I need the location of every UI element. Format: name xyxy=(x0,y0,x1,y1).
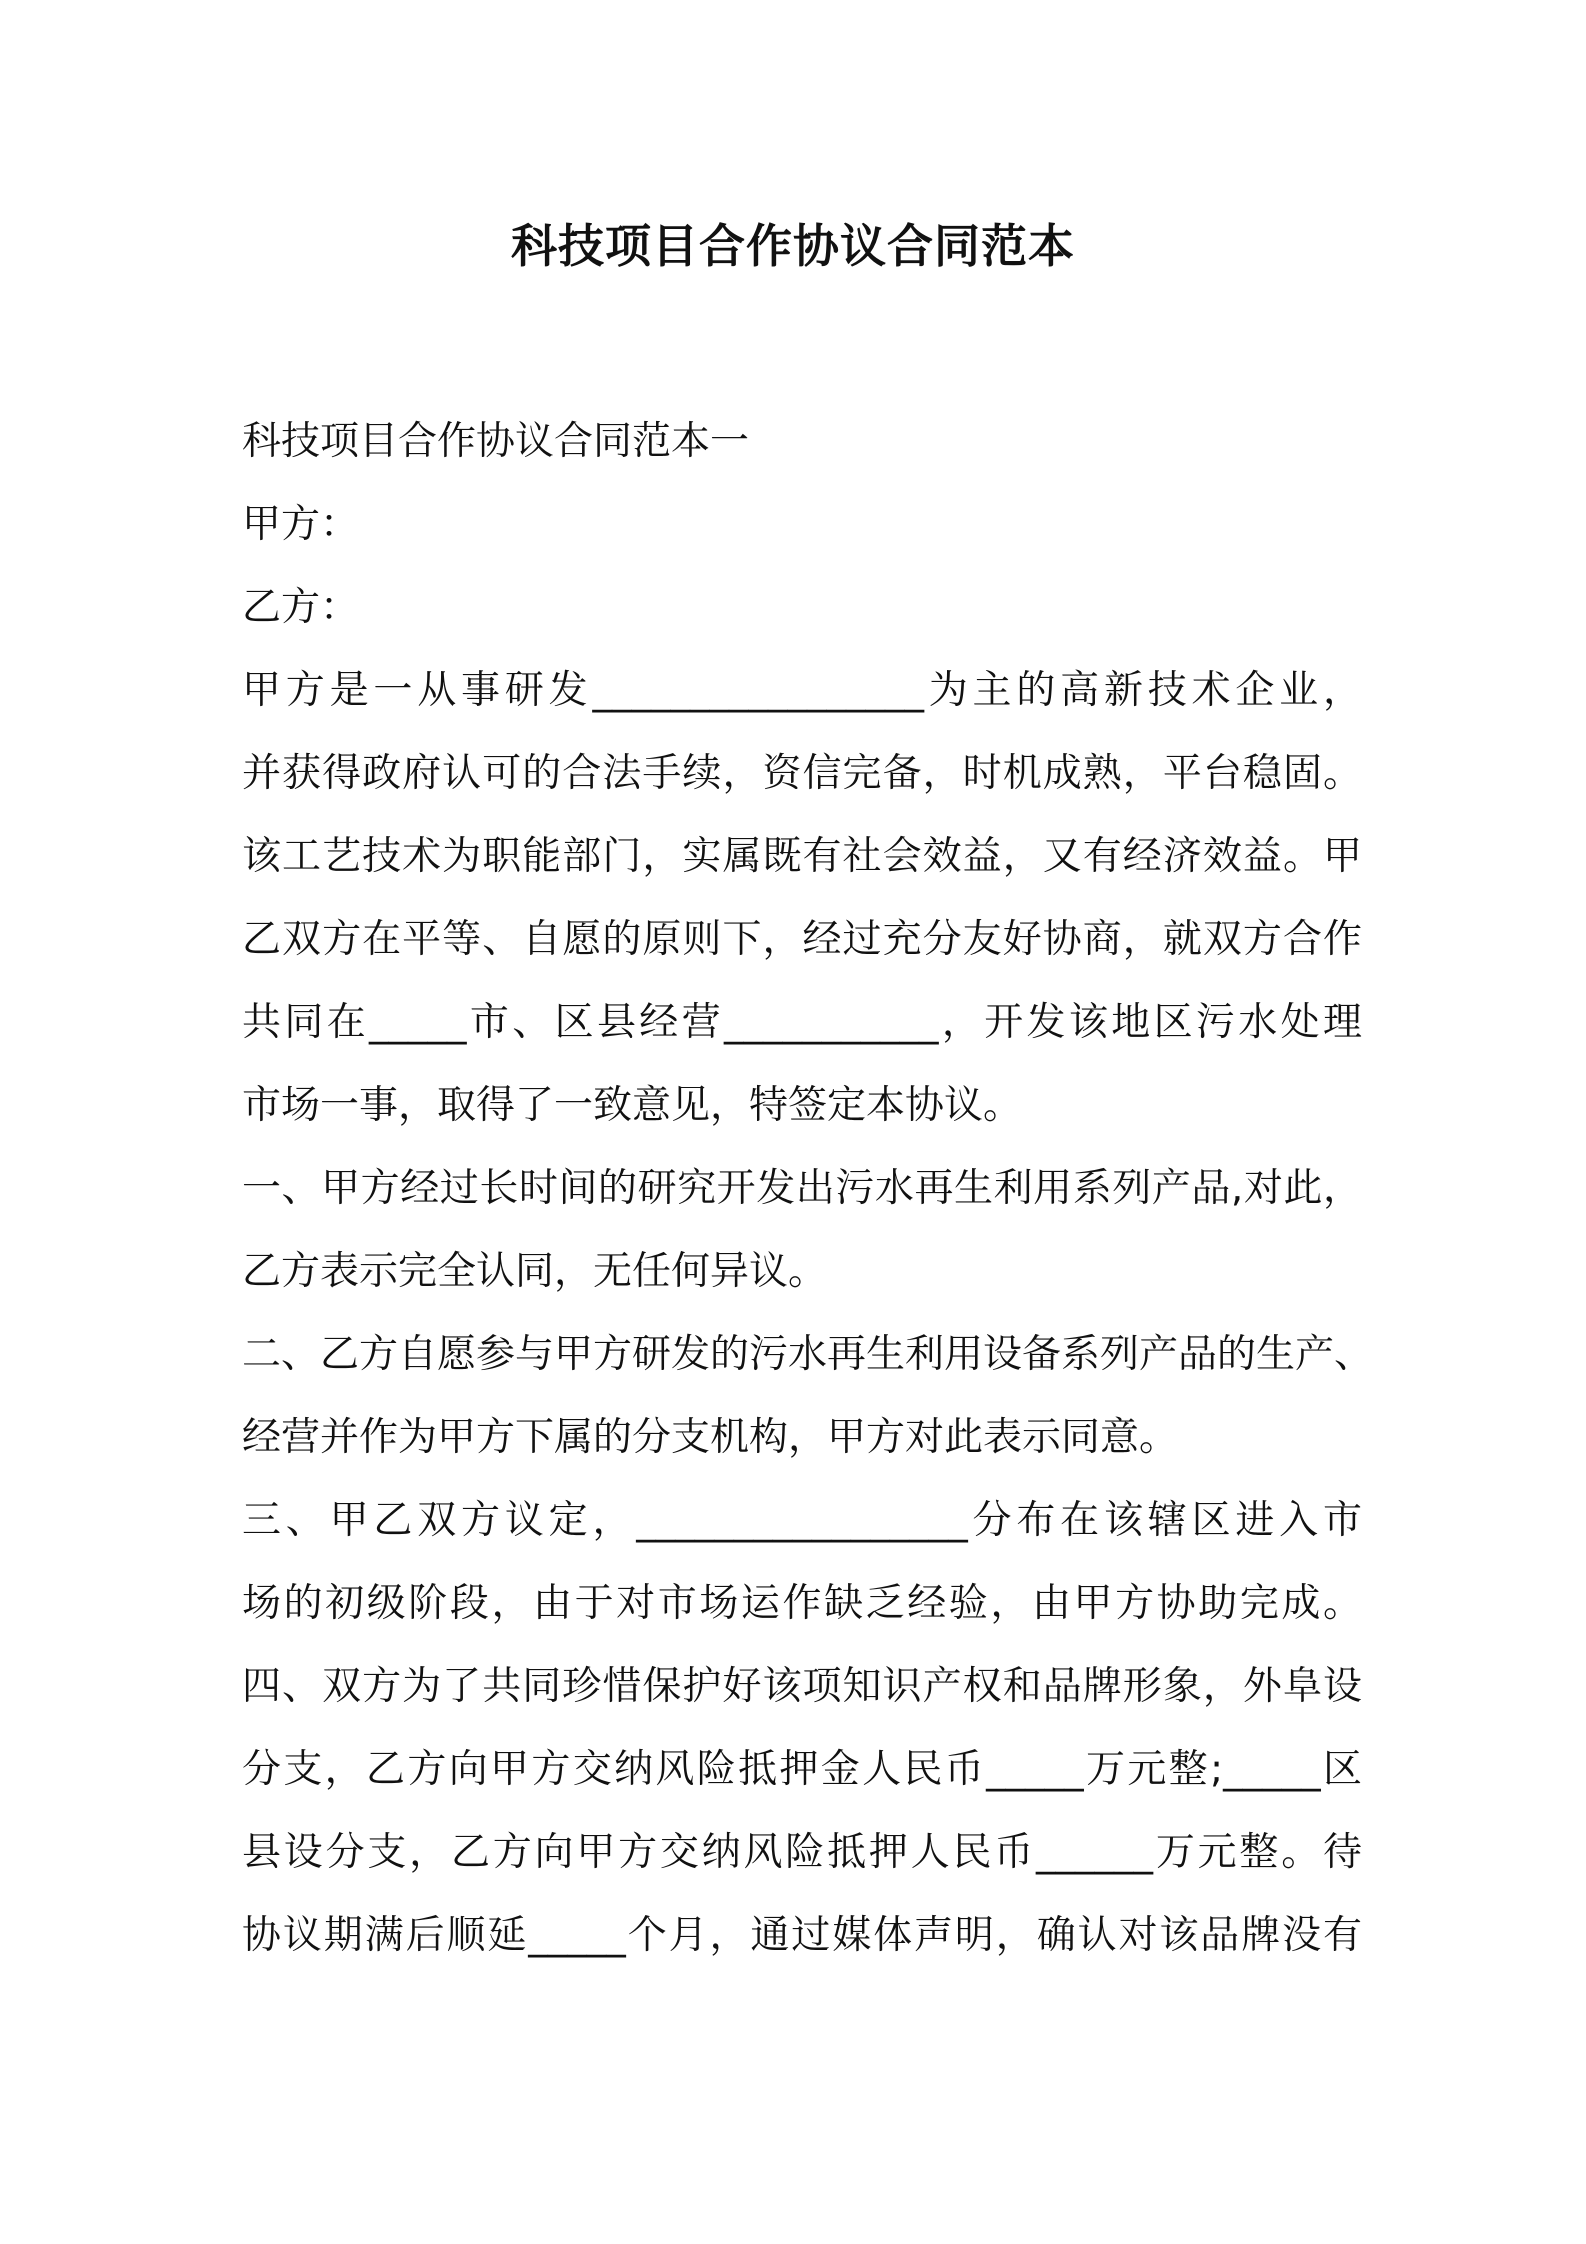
clause-2-line: 二、乙方自愿参与甲方研发的污水再生利用设备系列产品的生产、 xyxy=(242,1332,1374,1377)
clause-1-line: 一、甲方经过长时间的研究开发出污水再生利用系列产品,对此， xyxy=(242,1166,1362,1211)
clause-1-line: 乙方表示完全认同，无任何异议。 xyxy=(242,1249,828,1294)
document-body xyxy=(242,400,1374,1977)
paragraph-line: 并获得政府认可的合法手续，资信完备，时机成熟，平台稳固。 xyxy=(242,751,1362,796)
clause-3-line: 场的初级阶段，由于对市场运作缺乏经验，由甲方协助完成。 xyxy=(242,1581,1362,1626)
paragraph-line: 市场一事，取得了一致意见，特签定本协议。 xyxy=(242,1083,1023,1128)
clause-4-line: 县设分支，乙方向甲方交纳风险抵押人民币______万元整。待 xyxy=(242,1830,1362,1875)
section-heading: 科技项目合作协议合同范本一 xyxy=(242,419,750,464)
party-a-label: 甲方： xyxy=(242,502,360,547)
clause-3-line: 三、甲乙双方议定，_________________分布在该辖区进入市 xyxy=(242,1498,1362,1543)
document-title: 科技项目合作协议合同范本 xyxy=(511,219,1075,273)
paragraph-line: 该工艺技术为职能部门，实属既有社会效益，又有经济效益。甲 xyxy=(242,834,1362,879)
paragraph-line: 乙双方在平等、自愿的原则下，经过充分友好协商，就双方合作 xyxy=(242,917,1362,962)
paragraph-line: 甲方是一从事研发_________________为主的高新技术企业， xyxy=(242,668,1362,713)
party-b-label: 乙方： xyxy=(242,585,360,630)
clause-2-line: 经营并作为甲方下属的分支机构，甲方对此表示同意。 xyxy=(242,1415,1179,1460)
paragraph-line: 共同在_____市、区县经营___________，开发该地区污水处理 xyxy=(242,1000,1362,1045)
clause-4-line: 分支，乙方向甲方交纳风险抵押金人民币_____万元整;_____区 xyxy=(242,1747,1362,1792)
clause-4-line: 协议期满后顺延_____个月，通过媒体声明，确认对该品牌没有 xyxy=(242,1913,1362,1958)
clause-4-line: 四、双方为了共同珍惜保护好该项知识产权和品牌形象，外阜设 xyxy=(242,1664,1362,1709)
